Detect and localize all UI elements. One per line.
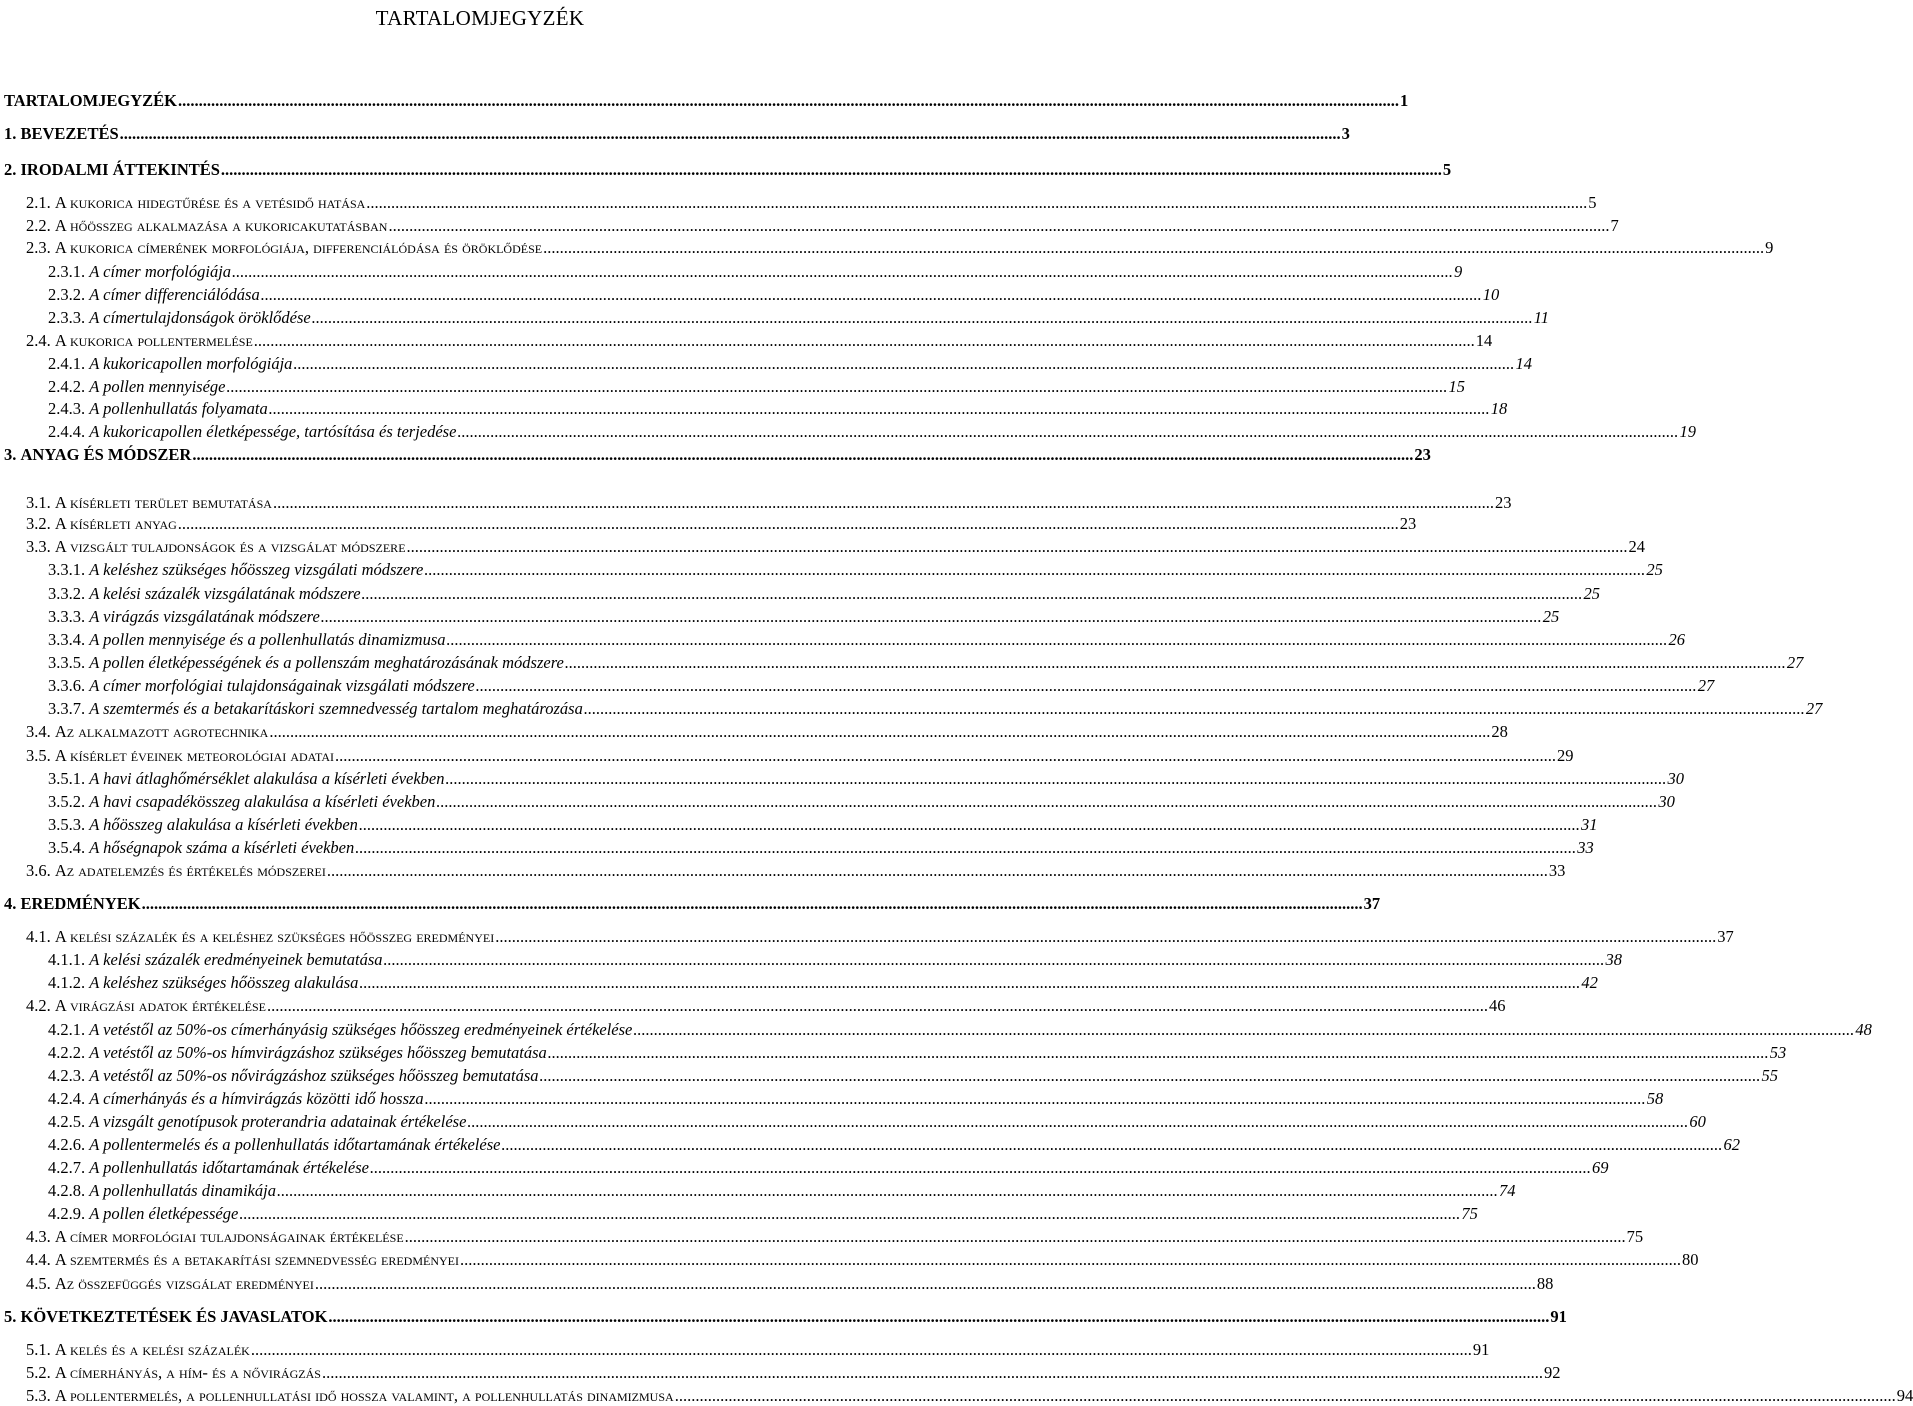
toc-entry-title: A virágzás vizsgálatának módszere — [89, 607, 320, 626]
toc-entry-title: A pollentermelés és a pollenhullatás időtartamának értékelése — [89, 1135, 501, 1154]
toc-entry-number: 4.5. — [26, 1274, 55, 1293]
dot-leader — [388, 218, 1609, 235]
toc-entry[interactable] — [48, 630, 1685, 649]
toc-entry-number: 3.3.3. — [48, 607, 90, 626]
toc-entry[interactable] — [48, 676, 1715, 695]
toc-entry-title: A vetéstől az 50%-os címerhányásig szükséges hőösszeg eredményeinek értékelése — [89, 1020, 633, 1039]
toc-entry-page: 80 — [1682, 1250, 1699, 1269]
toc-entry-number: 4.2.7. — [48, 1158, 90, 1177]
toc-entry-page: 23 — [1414, 445, 1431, 464]
toc-entry[interactable] — [26, 331, 1493, 350]
toc-entry-page: 33 — [1577, 838, 1594, 857]
dot-leader — [239, 1206, 1460, 1223]
toc-entry[interactable] — [48, 653, 1804, 672]
toc-entry-number: 4.1.1. — [48, 950, 90, 969]
toc-entry-number: 2.4.2. — [48, 377, 90, 396]
toc-entry-page: 46 — [1488, 996, 1506, 1015]
toc-entry-page: 30 — [1667, 769, 1685, 788]
toc-entry-page: 74 — [1498, 1181, 1516, 1200]
dot-leader — [359, 975, 1580, 992]
toc-entry-title: A pollenhullatás folyamata — [89, 399, 268, 418]
dot-leader — [269, 401, 1490, 418]
toc-entry-title: A kelési százalék és a keléshez szükséges hőösszeg eredményei — [54, 927, 495, 946]
toc-entry-title: A szemtermés és a betakarítási szemnedvesség eredményei — [54, 1250, 460, 1269]
toc-entry-number: 2.4.4. — [48, 422, 90, 441]
toc-entry-number: 4.2.3. — [48, 1066, 90, 1085]
toc-entry[interactable] — [48, 1089, 1664, 1108]
toc-entry-title: A címer morfológiai tulajdonságainak értékelése — [54, 1227, 404, 1246]
toc-entry-title: A pollen életképességének és a pollenszám meghatározásának módszere — [89, 653, 564, 672]
toc-entry-page: 75 — [1626, 1227, 1644, 1246]
toc-entry[interactable] — [48, 1135, 1740, 1154]
toc-entry[interactable] — [26, 927, 1734, 946]
toc-entry[interactable] — [48, 769, 1685, 788]
toc-entry[interactable] — [26, 514, 1417, 533]
toc-entry-number: 4.1.2. — [48, 973, 90, 992]
toc-entry-number: 2.3. — [26, 238, 55, 257]
toc-entry-title: A keléshez szükséges hőösszeg vizsgálati módszere — [89, 560, 424, 579]
toc-entry-page: 30 — [1658, 792, 1675, 811]
toc-entry-title: A kukorica pollentermelése — [54, 331, 253, 350]
dot-leader — [424, 562, 1645, 579]
toc-entry[interactable] — [26, 238, 1774, 257]
toc-entry-title: A címer morfológiája — [89, 262, 232, 281]
toc-entry[interactable] — [48, 422, 1696, 441]
dot-leader — [273, 495, 1494, 512]
toc-entry-title: A keléshez szükséges hőösszeg alakulása — [89, 973, 359, 992]
dot-leader — [447, 632, 1668, 649]
toc-entry-page: 29 — [1557, 746, 1574, 765]
toc-entry-number: 2.1. — [26, 193, 55, 212]
toc-entry-page: 9 — [1765, 238, 1774, 257]
toc-entry-number: 4.2.5. — [48, 1112, 90, 1131]
toc-entry-title: A vetéstől az 50%-os nővirágzáshoz szükséges hőösszeg bemutatása — [89, 1066, 539, 1085]
toc-entry-title: A címerhányás, a hím- és a nővirágzás — [54, 1363, 321, 1382]
toc-entry-page: 27 — [1697, 676, 1715, 695]
toc-entry-page: 10 — [1482, 285, 1500, 304]
toc-entry-page: 11 — [1533, 308, 1550, 327]
toc-entry[interactable] — [26, 861, 1566, 880]
toc-entry[interactable] — [4, 124, 1350, 143]
toc-entry-page: 88 — [1536, 1274, 1554, 1293]
toc-entry-page: 5 — [1588, 193, 1597, 212]
dot-leader — [675, 1388, 1896, 1405]
toc-entry-title: A pollen mennyisége — [89, 377, 226, 396]
toc-entry-number: 3.5. — [26, 746, 55, 765]
toc-entry-title: A kukorica hidegtűrése és a vetésidő hatása — [54, 193, 366, 212]
toc-entry[interactable] — [26, 1227, 1644, 1246]
dot-leader — [425, 1091, 1646, 1108]
toc-entry[interactable] — [26, 493, 1512, 512]
dot-leader — [501, 1137, 1722, 1154]
toc-entry[interactable] — [48, 285, 1500, 304]
toc-entry-title: A hőösszeg alkalmazása a kukoricakutatásban — [54, 216, 388, 235]
dot-leader — [405, 1229, 1626, 1246]
toc-entry-page: 37 — [1717, 927, 1734, 946]
dot-leader — [540, 1068, 1761, 1085]
dot-leader — [277, 1183, 1498, 1200]
toc-entry-number: 2.3.2. — [48, 285, 90, 304]
toc-entry-number: 5.2. — [26, 1363, 55, 1382]
toc-entry[interactable] — [48, 1158, 1609, 1177]
toc-entry[interactable] — [26, 216, 1619, 235]
dot-leader — [178, 93, 1399, 110]
toc-entry[interactable] — [4, 160, 1452, 179]
toc-entry-number: 1. — [4, 124, 21, 143]
toc-entry-title: A kukorica címerének morfológiája, differenciálódása és öröklődése — [54, 238, 543, 257]
dot-leader — [322, 1365, 1543, 1382]
dot-leader — [446, 771, 1667, 788]
toc-entry-page: 28 — [1491, 722, 1508, 741]
dot-leader — [467, 1114, 1688, 1131]
toc-entry[interactable] — [48, 1112, 1706, 1131]
toc-entry[interactable] — [48, 560, 1663, 579]
dot-leader — [359, 817, 1580, 834]
toc-entry-page: 94 — [1896, 1386, 1913, 1405]
dot-leader — [120, 126, 1341, 143]
toc-entry-title: A vizsgált tulajdonságok és a vizsgálat módszere — [54, 537, 406, 556]
toc-entry-page: 14 — [1515, 354, 1532, 373]
toc-entry-number: 3.6. — [26, 861, 55, 880]
dot-leader — [142, 896, 1363, 913]
dot-leader — [335, 748, 1556, 765]
dot-leader — [548, 1045, 1769, 1062]
toc-entry-number: 3.5.3. — [48, 815, 90, 834]
toc-entry-number: 3.2. — [26, 514, 55, 533]
toc-entry[interactable] — [48, 1066, 1779, 1085]
toc-entry-title: A kísérlet éveinek meteorológiai adatai — [54, 746, 335, 765]
dot-leader — [269, 724, 1490, 741]
toc-entry-number: 4.2. — [26, 996, 55, 1015]
toc-entry-page: 91 — [1472, 1340, 1490, 1359]
toc-entry-page: 19 — [1679, 422, 1696, 441]
toc-entry[interactable] — [26, 1250, 1699, 1269]
toc-entry-number: 4.2.6. — [48, 1135, 90, 1154]
toc-entry-title: A vizsgált genotípusok proterandria adatainak értékelése — [89, 1112, 467, 1131]
toc-entry-title: A pollenhullatás időtartamának értékelése — [89, 1158, 369, 1177]
toc-entry-title: A kelési százalék vizsgálatának módszere — [89, 584, 361, 603]
toc-entry-number: 2. — [4, 160, 21, 179]
toc-entry[interactable] — [48, 354, 1532, 373]
toc-entry-number: 3.1. — [26, 493, 55, 512]
toc-entry-title: A vetéstől az 50%-os hímvirágzáshoz szükséges hőösszeg bemutatása — [89, 1043, 547, 1062]
toc-entry[interactable] — [26, 722, 1508, 741]
dot-leader — [355, 840, 1576, 857]
toc-entry-page: 60 — [1689, 1112, 1706, 1131]
toc-entry[interactable] — [48, 792, 1675, 811]
toc-entry-number: 2.3.3. — [48, 308, 90, 327]
toc-entry-page: 18 — [1490, 399, 1508, 418]
toc-entry-page: 24 — [1628, 537, 1646, 556]
toc-entry-title: A pollentermelés, a pollenhullatási idő hossza valamint, a pollenhullatás dinamizmusa — [54, 1386, 674, 1405]
toc-entry-number: 3.3.7. — [48, 699, 90, 718]
toc-entry-number: 4.2.1. — [48, 1020, 90, 1039]
toc-entry-title: EREDMÉNYEK — [20, 894, 141, 913]
toc-entry-title: A pollenhullatás dinamikája — [89, 1181, 276, 1200]
dot-leader — [543, 240, 1764, 257]
toc-entry[interactable] — [4, 1307, 1567, 1326]
dot-leader — [328, 1309, 1549, 1326]
toc-entry-number: 3.3.6. — [48, 676, 90, 695]
toc-entry-page: 25 — [1542, 607, 1560, 626]
toc-entry[interactable] — [48, 1181, 1516, 1200]
dot-leader — [460, 1252, 1681, 1269]
toc-entry[interactable] — [48, 1020, 1872, 1039]
toc-entry[interactable] — [26, 1386, 1913, 1405]
dot-leader — [370, 1160, 1591, 1177]
toc-entry[interactable] — [48, 607, 1560, 626]
toc-entry-title: A címerhányás és a hímvirágzás közötti idő hossza — [89, 1089, 424, 1108]
toc-entry-page: 27 — [1805, 699, 1823, 718]
toc-entry[interactable] — [48, 1043, 1787, 1062]
toc-entry[interactable] — [4, 445, 1431, 464]
toc-entry-page: 7 — [1610, 216, 1619, 235]
toc-entry-title: BEVEZETÉS — [20, 124, 119, 143]
toc-entry-number: 4.2.9. — [48, 1204, 90, 1223]
toc-entry-title: A címertulajdonságok öröklődése — [89, 308, 311, 327]
toc-entry-title: KÖVETKEZTETÉSEK ÉS JAVASLATOK — [20, 1307, 328, 1326]
toc-entry-page: 25 — [1583, 584, 1601, 603]
toc-entry-number: 2.4.1. — [48, 354, 90, 373]
toc-entry-title: A címer differenciálódása — [89, 285, 260, 304]
toc-entry-page: 15 — [1448, 377, 1465, 396]
toc-entry-number: 2.2. — [26, 216, 55, 235]
dot-leader — [584, 701, 1805, 718]
toc-entry-title: Az alkalmazott agrotechnika — [54, 722, 269, 741]
dot-leader — [221, 162, 1442, 179]
toc-entry[interactable] — [26, 193, 1597, 212]
toc-entry[interactable] — [4, 91, 1409, 110]
toc-entry-number: 5. — [4, 1307, 21, 1326]
toc-entry-number: 4.2.4. — [48, 1089, 90, 1108]
toc-entry-page: 31 — [1580, 815, 1598, 834]
toc-entry-title: Az összefüggés vizsgálat eredményei — [54, 1274, 314, 1293]
toc-entry-page: 26 — [1668, 630, 1685, 649]
toc-entry[interactable] — [26, 1340, 1490, 1359]
toc-entry-page: 14 — [1475, 331, 1493, 350]
toc-entry[interactable] — [26, 996, 1506, 1015]
toc-entry[interactable] — [48, 399, 1508, 418]
dot-leader — [327, 863, 1548, 880]
toc-entry-page: 38 — [1605, 950, 1622, 969]
toc-entry-title: A kísérleti anyag — [54, 514, 177, 533]
toc-entry-title: A címer morfológiai tulajdonságainak vizsgálati módszere — [89, 676, 475, 695]
toc-entry-number: 4.2.8. — [48, 1181, 90, 1200]
toc-entry[interactable] — [48, 1204, 1478, 1223]
toc-entry-page: 62 — [1723, 1135, 1740, 1154]
toc-entry-title: A havi átlaghőmérséklet alakulása a kísérleti években — [89, 769, 445, 788]
toc-entry[interactable] — [48, 950, 1622, 969]
toc-entry-number: 4. — [4, 894, 21, 913]
toc-entry-title: A kukoricapollen morfológiája — [89, 354, 293, 373]
toc-entry-title: A kelés és a kelési százalék — [54, 1340, 250, 1359]
toc-entry[interactable] — [48, 838, 1594, 857]
dot-leader — [192, 447, 1413, 464]
dot-leader — [565, 655, 1786, 672]
toc-entry-page: 91 — [1550, 1307, 1567, 1326]
toc-entry-title: A havi csapadékösszeg alakulása a kísérleti években — [89, 792, 436, 811]
toc-entry-title: A kukoricapollen életképessége, tartósítása és terjedése — [89, 422, 457, 441]
toc-entry-number: 5.1. — [26, 1340, 55, 1359]
toc-entry-number: 2.4.3. — [48, 399, 90, 418]
toc-entry-page: 53 — [1769, 1043, 1787, 1062]
page-title: TARTALOMJEGYZÉK — [375, 6, 585, 30]
dot-leader — [633, 1022, 1854, 1039]
toc-entry-number: 4.1. — [26, 927, 55, 946]
toc-entry-title: ANYAG ÉS MÓDSZER — [20, 445, 192, 464]
toc-entry-title: A pollen mennyisége és a pollenhullatás dinamizmusa — [89, 630, 446, 649]
toc-entry[interactable] — [4, 894, 1381, 913]
toc-entry-number: 3.3.1. — [48, 560, 90, 579]
toc-entry[interactable] — [26, 537, 1646, 556]
toc-entry-page: 55 — [1761, 1066, 1779, 1085]
toc-entry-number: 3.3.4. — [48, 630, 90, 649]
toc-entry-number: 4.4. — [26, 1250, 55, 1269]
toc-entry-page: 9 — [1454, 262, 1463, 281]
dot-leader — [293, 356, 1514, 373]
toc-entry-number: 3.3.5. — [48, 653, 90, 672]
toc-entry-page: 3 — [1341, 124, 1350, 143]
dot-leader — [407, 539, 1628, 556]
toc-entry-number: 4.2.2. — [48, 1043, 90, 1062]
toc-entry-page: 92 — [1543, 1363, 1561, 1382]
dot-leader — [232, 264, 1453, 281]
toc-entry-number: 3. — [4, 445, 21, 464]
toc-entry-number: 3.3.2. — [48, 584, 90, 603]
toc-entry-page: 5 — [1442, 160, 1452, 179]
toc-entry[interactable] — [26, 746, 1574, 765]
dot-leader — [436, 794, 1657, 811]
toc-entry-page: 23 — [1494, 493, 1512, 512]
toc-entry-title: A pollen életképessége — [89, 1204, 239, 1223]
toc-entry-number: 2.3.1. — [48, 262, 90, 281]
toc-entry-number: 3.5.2. — [48, 792, 90, 811]
toc-entry-title: Az adatelemzés és értékelés módszerei — [54, 861, 326, 880]
dot-leader — [178, 516, 1399, 533]
dot-leader — [312, 310, 1533, 327]
dot-leader — [366, 195, 1587, 212]
toc-entry-title: IRODALMI ÁTTEKINTÉS — [20, 160, 220, 179]
toc-entry-title: A virágzási adatok értékelése — [54, 996, 266, 1015]
dot-leader — [476, 678, 1697, 695]
toc-entry-page: 42 — [1581, 973, 1598, 992]
toc-entry[interactable] — [26, 1274, 1554, 1293]
toc-entry-page: 25 — [1646, 560, 1663, 579]
dot-leader — [251, 1342, 1472, 1359]
toc-entry-page: 69 — [1591, 1158, 1609, 1177]
dot-leader — [267, 998, 1488, 1015]
toc-entry-number: 3.3. — [26, 537, 55, 556]
toc-entry[interactable] — [48, 308, 1550, 327]
toc-entry-number: 4.3. — [26, 1227, 55, 1246]
toc-entry-title: A hőségnapok száma a kísérleti években — [89, 838, 355, 857]
dot-leader — [261, 287, 1482, 304]
toc-entry[interactable] — [48, 584, 1601, 603]
toc-entry[interactable] — [48, 815, 1598, 834]
dot-leader — [315, 1276, 1536, 1293]
toc-entry-title: TARTALOMJEGYZÉK — [4, 91, 177, 110]
toc-entry[interactable] — [48, 262, 1463, 281]
toc-entry-number: 3.4. — [26, 722, 55, 741]
toc-entry-number: 2.4. — [26, 331, 55, 350]
dot-leader — [384, 952, 1605, 969]
dot-leader — [254, 333, 1475, 350]
toc-entry-title: A kelési százalék eredményeinek bemutatása — [89, 950, 383, 969]
toc-entry-page: 23 — [1399, 514, 1417, 533]
toc-entry-page: 58 — [1646, 1089, 1664, 1108]
toc-entry-number: 5.3. — [26, 1386, 55, 1405]
dot-leader — [457, 424, 1678, 441]
toc-entry-number: 3.5.4. — [48, 838, 90, 857]
toc-entry-title: A hőösszeg alakulása a kísérleti években — [89, 815, 358, 834]
toc-entry-number: 3.5.1. — [48, 769, 90, 788]
toc-entry[interactable] — [48, 699, 1823, 718]
toc-entry[interactable] — [26, 1363, 1561, 1382]
dot-leader — [495, 929, 1716, 946]
toc-entry-title: A szemtermés és a betakarításkori szemnedvesség tartalom meghatározása — [89, 699, 583, 718]
dot-leader — [362, 586, 1583, 603]
toc-entry-page: 37 — [1363, 894, 1381, 913]
toc-entry-page: 1 — [1400, 91, 1409, 110]
toc-entry-page: 48 — [1855, 1020, 1872, 1039]
toc-entry-page: 33 — [1548, 861, 1566, 880]
dot-leader — [321, 609, 1542, 626]
toc-entry-page: 27 — [1786, 653, 1804, 672]
dot-leader — [227, 379, 1448, 396]
toc-entry[interactable] — [48, 973, 1598, 992]
toc-entry[interactable] — [48, 377, 1465, 396]
toc-entry-page: 75 — [1461, 1204, 1478, 1223]
toc-entry-title: A kísérleti terület bemutatása — [54, 493, 272, 512]
